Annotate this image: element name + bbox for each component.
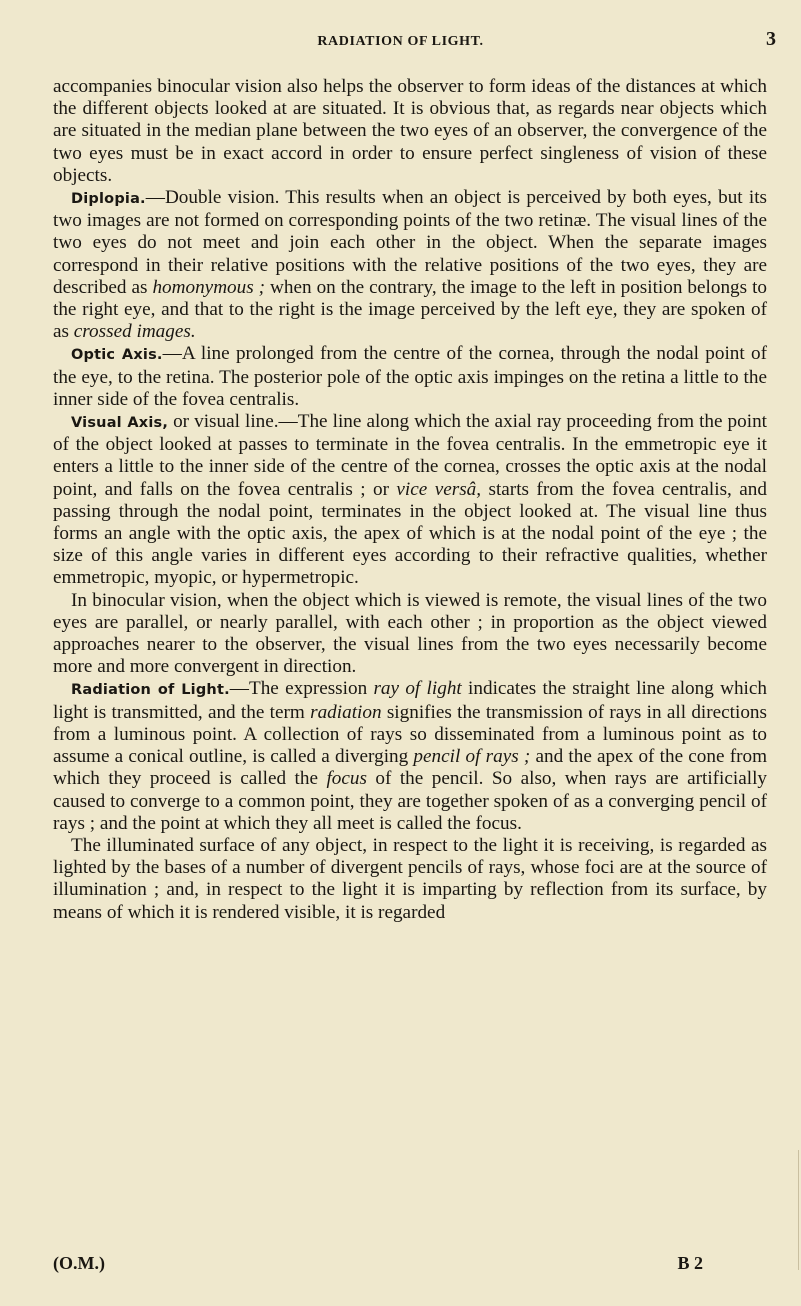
radiation-text-4: and the apex of the cone from which they proceed is called the [53,746,768,790]
paragraph-radiation-of-light [53,678,767,834]
paragraph-visual-axis [53,411,767,590]
running-title: RADIATION OF LIGHT. [317,34,484,49]
footer-signature-right: B 2 [677,1253,703,1273]
visual-axis-text-1: or visual line.—The line along which the axial ray proceeding from the point of the object looked at passes to terminate in the fovea centralis. In the emmetropic eye it enters a little to the inner side of the centre of the cornea, crosses the optic axis at the nodal point, and falls on the fovea centralis ; or [53,411,767,500]
term-optic-axis: Optic Axis. [71,347,163,364]
page-footer [53,1253,703,1277]
term-diplopia: Diplopia. [71,191,146,208]
paragraph-optic-axis [53,343,767,411]
visual-axis-text-2: starts from the fovea centralis, and passing through the nodal point, terminates in the object looked at. The visual line thus forms an angle with the optic axis, the apex of which is at the nodal point of the eye ; the size of this angle varies in different eyes according to their refractive qualities, whether emmetropic, myopic, or hypermetropic. [53,478,767,589]
running-head [0,26,801,50]
radiation-text-2: indicates the straight line along which light is transmitted, and the term [53,678,767,723]
footer-signature-left: (O.M.) [53,1253,105,1273]
term-pencil-of-rays: pencil of rays ; [413,746,531,768]
paragraph-binocular-vision: accompanies binocular vision also helps the observer to form ideas of the distances at which the different objects looked at are situated. It is obvious that, as regards near objects which are situated in the median plane between the two eyes of an observer, the convergence of the two eyes must be in exact accord in order to ensure perfect singleness of vision of these objects. [53,76,767,186]
radiation-text-3: signifies the transmission of rays in all directions from a luminous point. A collection of rays so disseminated from a luminous point as to assume a conical outline, is called a diverging [53,701,767,768]
body-text [53,76,767,924]
page-number: 3 [766,28,776,50]
radiation-text-1: —The expression [229,678,374,700]
term-radiation-of-light: Radiation of Light. [71,682,230,699]
term-crossed-images: crossed images. [73,321,196,343]
diplopia-text-1: —Double vision. This results when an object is perceived by both eyes, but its two images are not formed on corresponding points of the two retinæ. The visual lines of the two eyes do not meet and join each other in the object. When the separate images correspond in their relative positions with the relative positions of the two eyes, they are described as [53,187,767,298]
radiation-text-5: of the pencil. So also, when rays are artificially caused to converge to a common point, they are together spoken of as a converging pencil of rays ; and the point at which they all meet is called the focus. [53,768,767,834]
optic-axis-text: —A line prolonged from the centre of the cornea, through the nodal point of the eye, to the retina. The posterior pole of the optic axis impinges on the retina a little to the inner side of the fovea centralis. [53,343,767,410]
term-vice-versa: vice versâ, [396,478,482,500]
term-ray-of-light: ray of light [373,678,462,700]
term-homonymous: homonymous ; [152,276,266,298]
term-visual-axis: Visual Axis, [71,415,169,432]
paragraph-diplopia [53,187,767,343]
paragraph-illuminated-surface: The illuminated surface of any object, in respect to the light it is receiving, is regarded as lighted by the bases of a number of divergent pencils of rays, whose foci are at the source of illumination ; and, in respect to the light it is imparting by reflection from its surface, by means of which it is rendered visible, it is regarded [53,834,767,923]
page-edge-line [798,1150,799,1270]
term-focus: focus [326,768,367,790]
term-radiation: radiation [310,701,382,723]
diplopia-text-2: when on the contrary, the image to the left in position belongs to the right eye, and that to the right is the image perceived by the left eye, they are spoken of as [53,276,767,343]
paragraph-binocular-convergence: In binocular vision, when the object which is viewed is remote, the visual lines of the two eyes are parallel, or nearly parallel, with each other ; in proportion as the object viewed approaches nearer to the observer, the visual lines from the two eyes necessarily become more and more convergent in direction. [53,589,767,678]
